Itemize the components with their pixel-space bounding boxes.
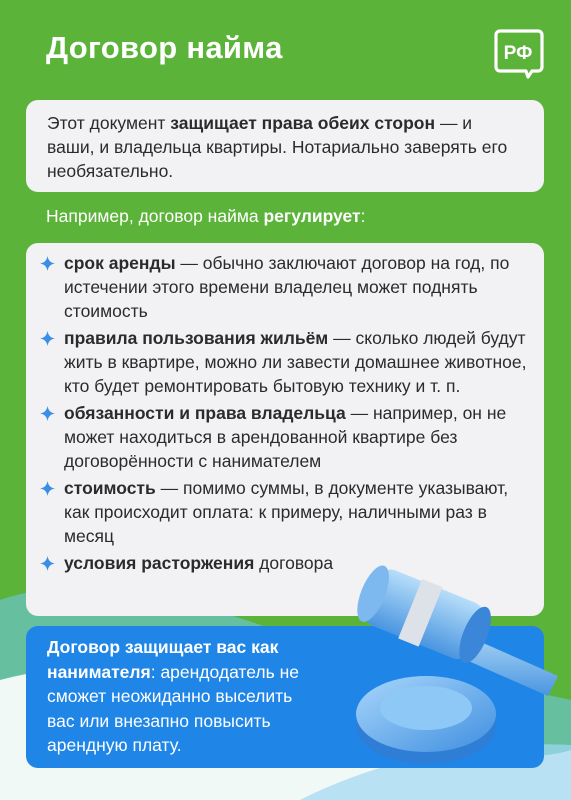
- list-item-term: стоимость: [64, 478, 156, 498]
- list-item: [40, 251, 530, 323]
- list-item: [40, 401, 530, 473]
- example-bold: регулирует: [263, 206, 361, 226]
- list-item-text: — помимо суммы, в документе указывают, как происходит оплата: к примеру, наличными раз в месяц: [64, 478, 509, 546]
- list-item-term: обязанности и права владельца: [64, 403, 346, 423]
- example-line: [46, 206, 365, 227]
- list-item-term: срок аренды: [64, 253, 176, 273]
- intro-bold: защищает права обеих сторон: [170, 113, 436, 133]
- page-title: Договор найма: [46, 30, 283, 65]
- example-prefix: Например, договор найма: [46, 206, 264, 226]
- intro-card: [26, 100, 544, 192]
- list-item-text: договора: [254, 553, 334, 573]
- diamond-bullet-icon: [40, 481, 55, 496]
- callout-text: [47, 635, 317, 758]
- logo-chat-icon: [492, 27, 544, 79]
- logo-text: РФ: [503, 43, 533, 64]
- diamond-bullet-icon: [40, 556, 55, 571]
- list-item: [40, 326, 530, 398]
- list-item-text: — сколько людей будут жить в квартире, можно ли завести домашнее животное, кто будет ремонтировать бытовую технику и т. п.: [64, 328, 527, 396]
- list-item-term: условия расторжения: [64, 553, 255, 573]
- callout-rest: : арендодатель не сможет неожиданно выселить вас или внезапно повысить арендную плату.: [47, 661, 299, 755]
- list-item-text: — обычно заключают договор на год, по истечении этого времени владелец может поднять стоимость: [64, 253, 510, 321]
- list-item-text: — например, он не может находиться в арендованной квартире без договорённости с нанимателем: [64, 403, 507, 471]
- gavel-icon: [348, 548, 571, 800]
- diamond-bullet-icon: [40, 256, 55, 271]
- example-suffix: :: [360, 206, 366, 226]
- diamond-bullet-icon: [40, 331, 55, 346]
- intro-text-2: — и ваши, и владельца квартиры. Нотариально заверять его необязательно.: [47, 113, 508, 181]
- diamond-bullet-icon: [40, 406, 55, 421]
- intro-text-1: Этот документ: [47, 113, 171, 133]
- callout-bold: Договор защищает вас как нанимателя: [47, 637, 279, 682]
- list-item: [40, 476, 530, 548]
- list-item-term: правила пользования жильём: [64, 328, 329, 348]
